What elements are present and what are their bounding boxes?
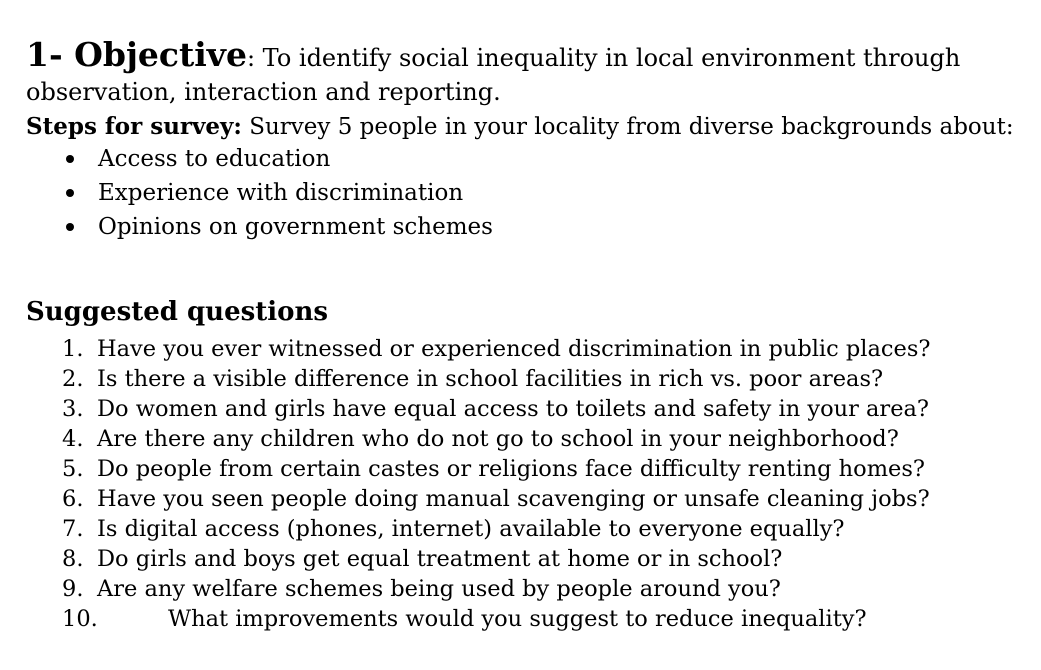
question-number: 6. bbox=[62, 486, 84, 512]
bullet-icon bbox=[66, 155, 74, 163]
question-text: Are there any children who do not go to school in your neighborhood? bbox=[97, 426, 899, 452]
question-number: 2. bbox=[62, 366, 84, 392]
list-item bbox=[60, 210, 493, 244]
objective-heading: 1- Objective bbox=[26, 35, 247, 74]
objective-text: : To identify social inequality in local environment through bbox=[246, 44, 961, 72]
steps-paragraph bbox=[26, 112, 1036, 142]
questions-list bbox=[62, 334, 1032, 634]
question-text: Are any welfare schemes being used by people around you? bbox=[97, 576, 781, 602]
question-item bbox=[62, 334, 1032, 364]
question-item bbox=[62, 454, 1032, 484]
objective-text-continued: observation, interaction and reporting. bbox=[26, 78, 501, 106]
bullet-icon bbox=[66, 189, 74, 197]
list-item-text: Opinions on government schemes bbox=[98, 214, 493, 240]
question-text: Do people from certain castes or religions face difficulty renting homes? bbox=[97, 456, 925, 482]
question-number: 8. bbox=[62, 546, 84, 572]
question-item bbox=[62, 514, 1032, 544]
question-number: 4. bbox=[62, 426, 84, 452]
question-item bbox=[62, 484, 1032, 514]
question-number: 10. bbox=[62, 606, 98, 632]
question-number: 3. bbox=[62, 396, 84, 422]
question-number: 1. bbox=[62, 336, 84, 362]
question-text: Is there a visible difference in school facilities in rich vs. poor areas? bbox=[97, 366, 884, 392]
question-item bbox=[62, 544, 1032, 574]
question-text: Have you ever witnessed or experienced discrimination in public places? bbox=[97, 336, 931, 362]
question-item bbox=[62, 604, 1032, 634]
list-item-text: Experience with discrimination bbox=[98, 180, 464, 206]
list-item-text: Access to education bbox=[98, 146, 331, 172]
question-number: 9. bbox=[62, 576, 84, 602]
questions-heading: Suggested questions bbox=[26, 297, 329, 327]
question-text: Do women and girls have equal access to toilets and safety in your area? bbox=[97, 396, 929, 422]
question-item bbox=[62, 394, 1032, 424]
survey-topics-list bbox=[60, 142, 493, 244]
bullet-icon bbox=[66, 223, 74, 231]
question-text: Have you seen people doing manual scavenging or unsafe cleaning jobs? bbox=[97, 486, 930, 512]
question-item bbox=[62, 574, 1032, 604]
list-item bbox=[60, 142, 493, 176]
question-text: Do girls and boys get equal treatment at home or in school? bbox=[97, 546, 783, 572]
cut-off-text-line bbox=[30, 0, 1030, 4]
list-item bbox=[60, 176, 493, 210]
question-text: What improvements would you suggest to reduce inequality? bbox=[168, 606, 867, 632]
objective-paragraph bbox=[26, 35, 1016, 109]
question-item bbox=[62, 424, 1032, 454]
question-number: 7. bbox=[62, 516, 84, 542]
question-number: 5. bbox=[62, 456, 84, 482]
steps-label: Steps for survey: bbox=[26, 113, 242, 140]
question-text: Is digital access (phones, internet) available to everyone equally? bbox=[97, 516, 845, 542]
question-item bbox=[62, 364, 1032, 394]
steps-text: Survey 5 people in your locality from diverse backgrounds about: bbox=[241, 114, 1014, 140]
